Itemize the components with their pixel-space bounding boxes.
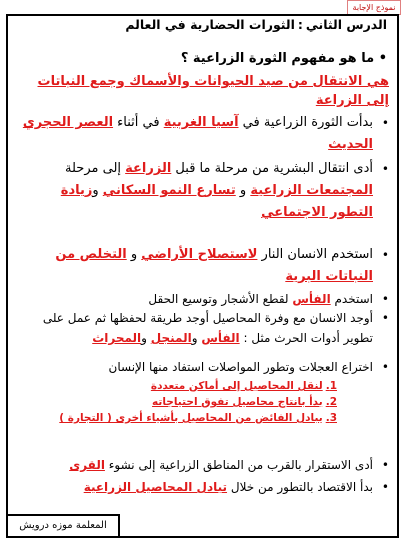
bullet-text: و: [191, 331, 202, 345]
bullet-text: و: [141, 331, 151, 345]
highlight: العصر الحجري الحديث: [22, 115, 373, 152]
list-item: [17, 112, 389, 156]
item-number: 1.: [325, 380, 337, 392]
bullet-text: بدأ الاقتصاد بالتطور من خلال: [227, 480, 373, 494]
item-text: بدأ بانتاج محاصيل تفوق احتياجاته: [152, 396, 323, 408]
numbered-item: [37, 394, 337, 410]
bullet-icon: •: [381, 248, 389, 262]
highlight: القرى: [69, 458, 105, 472]
highlight: التخلص من النباتات البرية: [55, 247, 373, 284]
bullet-text: و: [235, 183, 251, 198]
numbered-item: [37, 410, 337, 426]
bullet-icon: •: [381, 311, 389, 325]
question: [181, 51, 387, 66]
lesson-name: الثورات الحضارية في العالم: [125, 17, 295, 32]
highlight: الزراعة: [125, 161, 172, 176]
list-item: [17, 454, 389, 476]
title-separator: :: [297, 17, 303, 32]
bullet-text: أدى انتقال البشرية من مرحلة ما قبل: [171, 161, 373, 176]
bullet-icon: •: [381, 360, 389, 374]
bullet-text: في أثناء: [113, 115, 164, 130]
bullet-text: اختراع العجلات وتطور المواصلات استفاد منها الإنسان: [108, 360, 373, 374]
list-item: [17, 244, 389, 288]
highlight: الفأس: [201, 331, 240, 345]
bullet-icon: •: [381, 116, 389, 130]
item-text: لنقل المحاصيل إلى أماكن متعددة: [150, 380, 323, 392]
numbered-item: [37, 378, 337, 394]
bullet-text: استخدم الانسان النار: [257, 247, 373, 262]
highlight: آسيا الغربية: [163, 115, 239, 130]
highlight: المحراث: [92, 331, 142, 345]
bullet-text: لقطع الأشجار وتوسيع الحقل: [148, 292, 293, 306]
bullet-icon: •: [381, 458, 389, 472]
item-number: 3.: [325, 412, 337, 424]
bullet-text: و: [92, 183, 103, 198]
highlight: تسارع النمو السكاني: [102, 183, 236, 198]
bullet-text: إلى مرحلة: [65, 161, 126, 176]
bullet-text: أوجد الانسان مع وفرة المحاصيل أوجد طريقة لحفظها ثم عمل على تطوير أدوات الحرث مثل :: [42, 311, 373, 345]
lesson-title: [125, 17, 387, 32]
highlight: المجتمعات الزراعية: [250, 183, 373, 198]
answer-model-tag: نموذج الإجابة: [347, 0, 401, 15]
bullet-text: و: [126, 247, 142, 262]
highlight: المنجل: [150, 331, 192, 345]
item-text: يبادل الفائض من المحاصيل بأشياء أخرى ( التجارة ): [59, 412, 323, 424]
worksheet-page: [6, 14, 399, 538]
bullet-icon: •: [381, 292, 389, 306]
item-number: 2.: [325, 396, 337, 408]
bullet-icon: •: [381, 162, 389, 176]
list-item: [17, 476, 389, 498]
answer-text: هي الانتقال من صيد الحيوانات والأسماك وجمع النباتات إلى الزراعة: [37, 74, 389, 108]
highlight: لاستصلاح الأراضي: [141, 247, 258, 262]
bullet-text: أدى الاستقرار بالقرب من المناطق الزراعية إلى نشوء: [104, 458, 373, 472]
teacher-name: المعلمة موزه درويش: [8, 514, 120, 536]
list-item: [17, 308, 389, 348]
bullet-text: استخدم: [330, 292, 373, 306]
highlight: الفأس: [292, 292, 331, 306]
lesson-number: الدرس الثاني: [305, 17, 387, 32]
bullet-text: بدأت الثورة الزراعية في: [238, 115, 373, 130]
question-bullet: •: [378, 51, 387, 66]
highlight: تبادل المحاصيل الزراعية: [83, 480, 228, 494]
question-text: ما هو مفهوم الثورة الزراعية ؟: [180, 51, 375, 66]
list-item: [17, 356, 389, 378]
bullet-icon: •: [381, 480, 389, 494]
list-item: [17, 158, 389, 224]
list-item: [17, 288, 389, 310]
highlight: زيادة التطور الاجتماعي: [60, 183, 373, 220]
